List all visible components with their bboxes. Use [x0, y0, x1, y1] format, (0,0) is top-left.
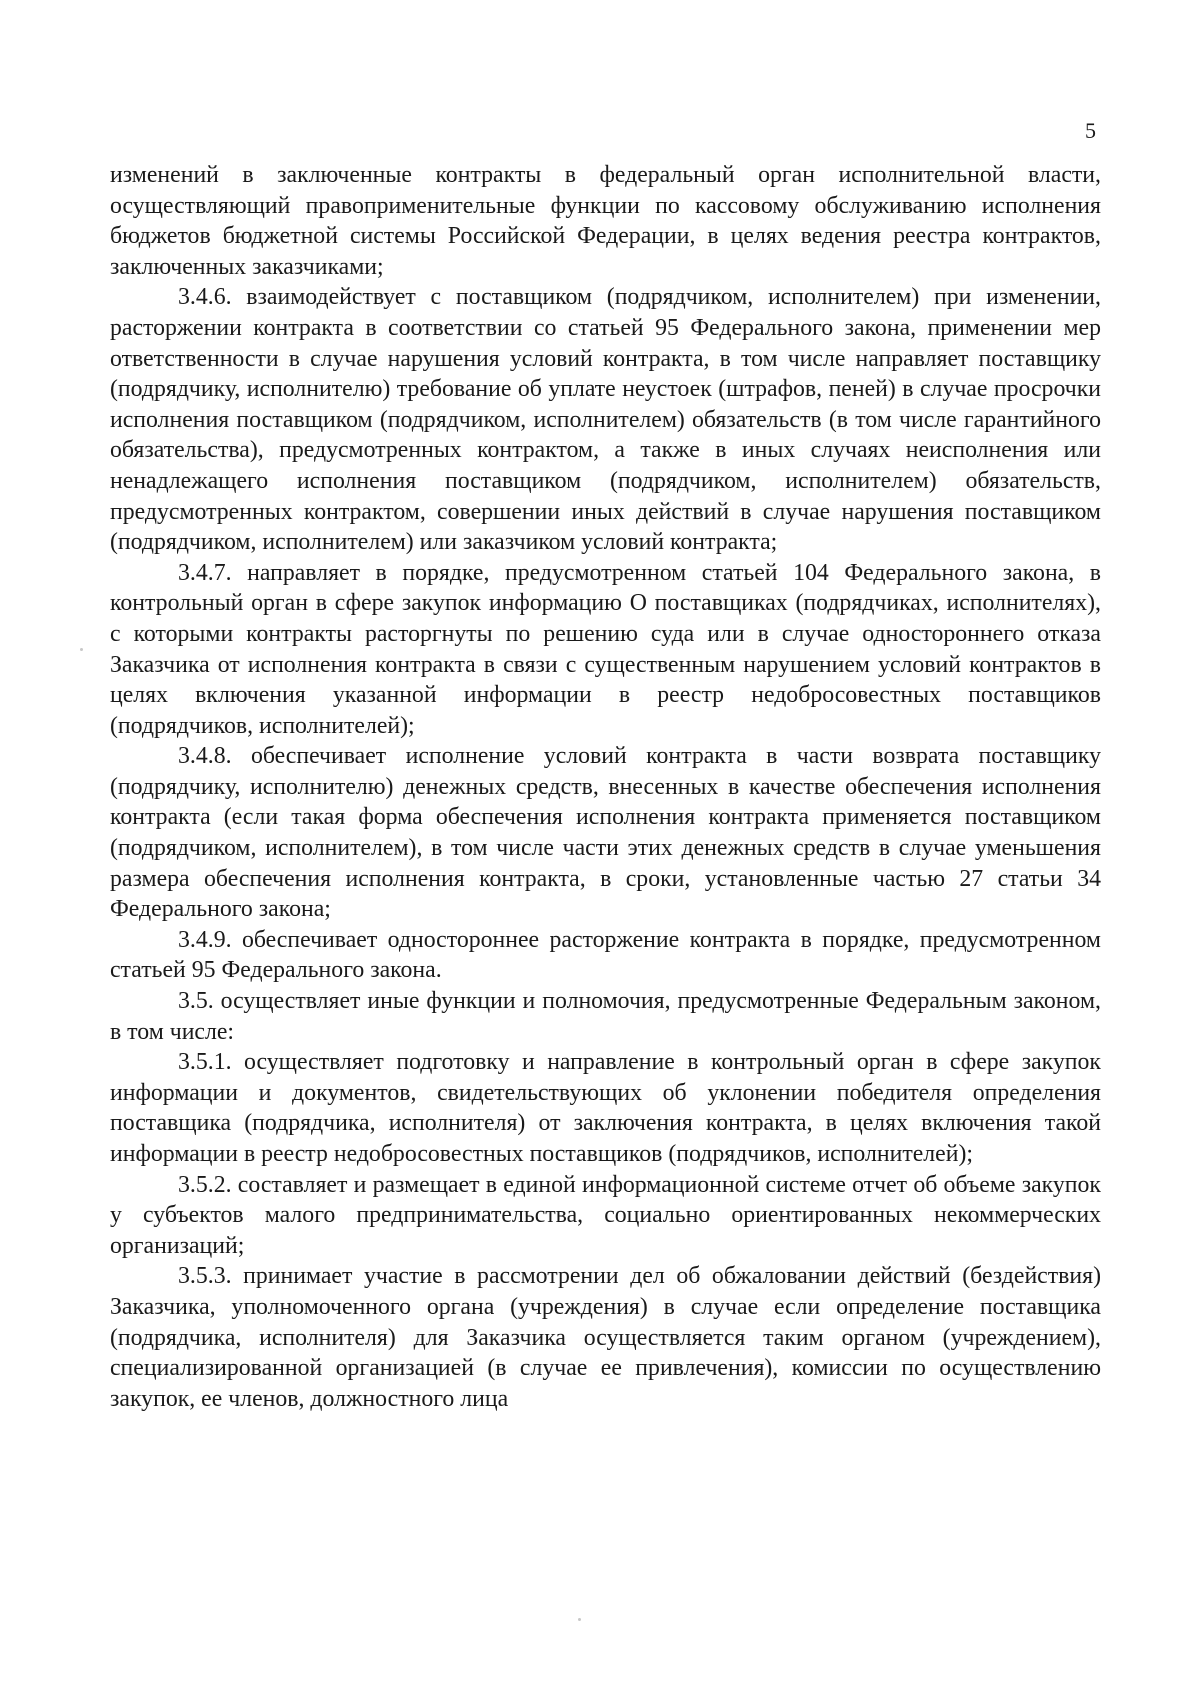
paragraph-3-4-9: 3.4.9. обеспечивает одностороннее расторжение контракта в порядке, предусмотренном статьей 95 Федерального закона.	[110, 926, 1101, 984]
paragraph-3-5-3: 3.5.3. принимает участие в рассмотрении дел об обжаловании действий (бездействия) Заказчика, уполномоченного органа (учреждения) в случае если определение поставщика (подрядчика, исполнителя) для Заказчика осуществляется таким органом (учреждением), специализированной организацией (в случае ее привлечения), комиссии по осуществлению закупок, ее членов, должностного лица	[110, 1263, 1101, 1412]
scan-speck	[80, 648, 83, 651]
paragraph-3-5: 3.5. осуществляет иные функции и полномочия, предусмотренные Федеральным законом, в том числе:	[110, 988, 1101, 1045]
paragraph-3-5-2: 3.5.2. составляет и размещает в единой информационной системе отчет об объеме закупок у субъектов малого предпринимательства, социально ориентированных некоммерческих организаций;	[110, 1171, 1101, 1259]
paragraph-3-4-7: 3.4.7. направляет в порядке, предусмотренном статьей 104 Федерального закона, в контрольный орган в сфере закупок информацию О поставщиках (подрядчиках, исполнителях), с которыми контракты расторгнуты по решению суда или в случае одностороннего отказа Заказчика от исполнения контракта в связи с существенным нарушением условий контрактов в целях включения указанной информации в реестр недобросовестных поставщиков (подрядчиков, исполнителей);	[110, 559, 1101, 739]
paragraph-continuation: изменений в заключенные контракты в федеральный орган исполнительной власти, осуществляющий правоприменительные функции по кассовому обслуживанию исполнения бюджетов бюджетной системы Российской Федерации, в целях ведения реестра контрактов, заключенных заказчиками;	[110, 162, 1101, 280]
paragraph-3-4-8: 3.4.8. обеспечивает исполнение условий контракта в части возврата поставщику (подрядчику, исполнителю) денежных средств, внесенных в качестве обеспечения исполнения контракта (если такая форма обеспечения исполнения контракта применяется поставщиком (подрядчиком, исполнителем), в том числе части этих денежных средств в случае уменьшения размера обеспечения исполнения контракта, в сроки, установленные частью 27 статьи 34 Федерального закона;	[110, 743, 1101, 923]
scan-speck	[578, 1618, 581, 1621]
document-body	[110, 160, 1101, 1414]
paragraph-3-5-1: 3.5.1. осуществляет подготовку и направление в контрольный орган в сфере закупок информации и документов, свидетельствующих об уклонении победителя определения поставщика (подрядчика, исполнителя) от заключения контракта, в целях включения такой информации в реестр недобросовестных поставщиков (подрядчиков, исполнителей);	[110, 1049, 1101, 1167]
page-number: 5	[1085, 118, 1096, 143]
paragraph-3-4-6: 3.4.6. взаимодействует с поставщиком (подрядчиком, исполнителем) при изменении, расторжении контракта в соответствии со статьей 95 Федерального закона, применении мер ответственности в случае нарушения условий контракта, в том числе направляет поставщику (подрядчику, исполнителю) требование об уплате неустоек (штрафов, пеней) в случае просрочки исполнения поставщиком (подрядчиком, исполнителем) обязательств (в том числе гарантийного обязательства), предусмотренных контрактом, а также в иных случаях неисполнения или ненадлежащего исполнения поставщиком (подрядчиком, исполнителем) обязательств, предусмотренных контрактом, совершении иных действий в случае нарушения поставщиком (подрядчиком, исполнителем) или заказчиком условий контракта;	[110, 284, 1101, 556]
